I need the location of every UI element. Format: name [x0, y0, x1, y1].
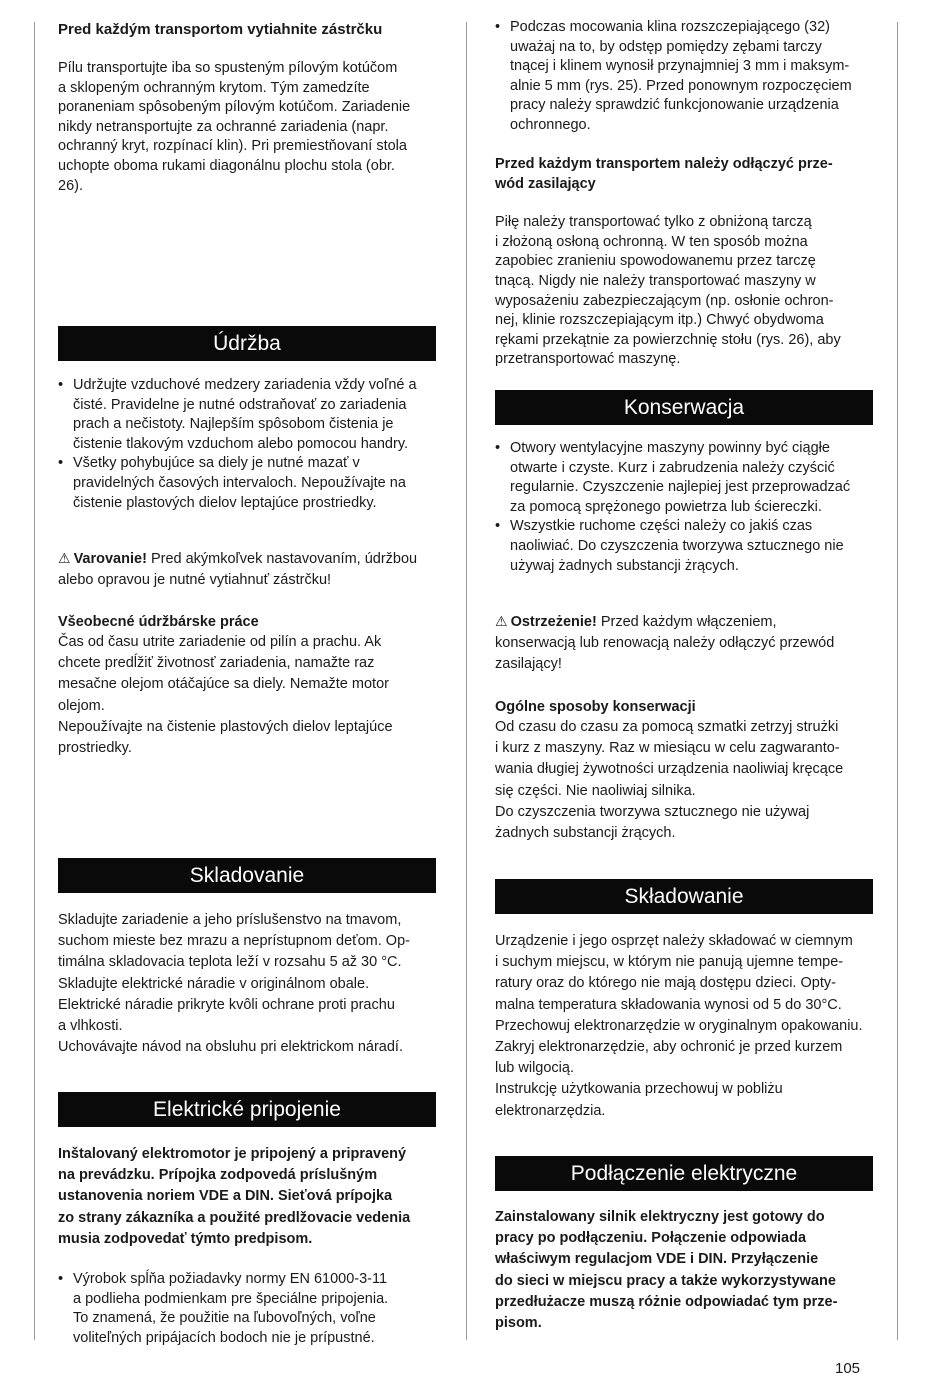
column-rule-middle	[466, 22, 467, 1340]
pl-warning-label: Ostrzeżenie!	[510, 614, 597, 630]
list-item: • Výrobok spĺňa požiadavky normy EN 61000-3-11 a podlieha podmienkam pre špeciálne pripojenia. To znamená, že použitie na ľubovoľných, voľne voliteľných pripájacích bodoch nie je prípustné.	[58, 1271, 389, 1346]
pl-maintenance-title: Konserwacja	[495, 390, 873, 425]
pl-maintenance-bullets	[495, 439, 873, 576]
warning-triangle-icon: ⚠	[495, 613, 508, 629]
sk-general-maintenance: Všeobecné údržbárske práce Čas od času utrite zariadenie od pilín a prachu. Ak chcete predĺžiť životnosť zariadenia, namažte raz mesačne olejom otáčajúce sa diely. Nemažte motor olejom. Nepoužívajte na čistenie plastových dielov leptajúce prostriedky.	[58, 612, 436, 759]
list-item: • Wszystkie ruchome części należy co jakiś czas naoliwiać. Do czyszczenia tworzywa sztucznego nie używaj żadnych substancji żrących.	[495, 518, 844, 574]
pl-transport-heading: Przed każdym transportem należy odłączyć prze-	[495, 156, 833, 172]
sk-electric-text: Inštalovaný elektromotor je pripojený a pripravený na prevádzku. Prípojka zodpovedá príslušným ustanovenia noriem VDE a DIN. Sieťová prípojka zo strany zákazníka a použité predlžovacie vedenia musia zodpovedať týmto predpisom.	[58, 1146, 411, 1247]
pl-storage-text: Urządzenie i jego osprzęt należy składować w ciemnym i suchym miejscu, w którym nie panują ujemne tempe- ratury oraz do którego nie mają dostępu dzieci. Opty- malna temperatura składowania wynosi od 5 do 30°C. Przechowuj elektronarzędzie w oryginalnym opakowaniu. Zakryj elektronarzędzie, aby ochronić je przed kurzem lub wilgocią. Instrukcję użytkowania przechowuj w pobliżu elektronarzędzia.	[495, 933, 863, 1119]
sk-storage-text: Skladujte zariadenie a jeho príslušenstvo na tmavom, suchom mieste bez mrazu a neprístupnom deťom. Op- timálna skladovacia teplota leží v rozsahu 5 až 30 °C. Skladujte elektrické náradie v originálnom obale. Elektrické náradie prikryte kvôli ochrane proti prachu a vlhkosti. Uchovávajte návod na obsluhu pri elektrickom náradí.	[58, 912, 410, 1056]
warning-triangle-icon: ⚠	[58, 550, 71, 566]
pl-general-maintenance: Ogólne sposoby konserwacji Od czasu do czasu za pomocą szmatki zetrzyj strużki i kurz z maszyny. Raz w miesiącu w celu zagwaranto- wania długiej żywotności urządzenia naoliwiaj kręcące się części. Nie naoliwiaj silnika. Do czyszczenia tworzywa sztucznego nie używaj żadnych substancji żrących.	[495, 697, 873, 844]
sk-maintenance-title: Údržba	[58, 326, 436, 361]
sk-maintenance-bullets	[58, 376, 436, 513]
column-rule-right	[897, 22, 898, 1340]
pl-transport-section: Przed każdym transportem należy odłączyć prze- wód zasilający Piłę należy transportować tylko z obniżoną tarczą i złożoną osłoną ochronną. W ten sposób można zapobiec zranieniu spowodowanemu przez tarczę tnącą. Nigdy nie należy transportować maszyny w wyposażeniu zabezpieczającym (np. osłonie ochron- nej, klinie rozszczepiającym itp.) Chwyć obydwoma rękami przekątnie za powierzchnię stołu (rys. 26), aby przetransportować maszynę.	[495, 155, 873, 370]
pl-electric-text: Zainstalowany silnik elektryczny jest gotowy do pracy po podłączeniu. Połączenie odpowiada właściwym regulacjom VDE i DIN. Przyłączenie do sieci w miejscu pracy a także wykorzystywane przedłużacze muszą różnie odpowiadać tym prze- pisom.	[495, 1209, 838, 1332]
column-rule-left	[34, 22, 35, 1340]
list-item: • Podczas mocowania klina rozszczepiającego (32) uważaj na to, by odstęp pomiędzy zębami tarczy tnącej i klinem wynosił przynajmniej 3 mm i maksym- alnie 5 mm (rys. 25). Przed ponownym rozpoczęciem pracy należy sprawdzić funkcjonowanie urządzenia ochronnego.	[495, 19, 852, 133]
pl-wedge-bullet	[495, 18, 873, 136]
sk-warning: ⚠ Varovanie! Pred akýmkoľvek nastavovaním, údržbou alebo opravou je nutné vytiahnuť zástrčku!	[58, 550, 418, 589]
page-number: 105	[835, 1360, 861, 1377]
sk-transport-heading: Pred každým transportom vytiahnite zástrčku	[58, 21, 383, 38]
list-item: • Otwory wentylacyjne maszyny powinny być ciągłe otwarte i czyste. Kurz i zabrudzenia należy czyścić regularnie. Czyszczenie najlepiej jest przeprowadzać za pomocą sprężonego powietrza lub ściereczki.	[495, 440, 851, 515]
pl-warning: ⚠ Ostrzeżenie! Przed każdym włączeniem, konserwacją lub renowacją należy odłączyć przewód zasilający!	[495, 613, 835, 673]
sk-storage-title: Skladovanie	[58, 858, 436, 893]
list-item: • Všetky pohybujúce sa diely je nutné mazať v pravidelných časových intervaloch. Nepoužívajte na čistenie plastových dielov leptajúce prostriedky.	[58, 455, 406, 511]
sk-transport-text: Pílu transportujte iba so spusteným pílovým kotúčom a sklopeným ochranným krytom. Tým zamedzíte poraneniam spôsobeným pílovým kotúčom. Zariadenie nikdy netransportujte za ochranné zariadenia (napr. ochranný kryt, rozpínací klin). Pri premiestňovaní stola uchopte oboma rukami diagonálnu plochu stola (obr. 26).	[58, 60, 411, 194]
sk-electric-bullet	[58, 1270, 436, 1348]
pl-electric-title: Podłączenie elektryczne	[495, 1156, 873, 1191]
sk-electric-title: Elektrické pripojenie	[58, 1092, 436, 1127]
pl-general-heading: Ogólne sposoby konserwacji	[495, 699, 696, 715]
sk-transport-section	[58, 20, 436, 196]
pl-storage-title: Składowanie	[495, 879, 873, 914]
sk-warning-label: Varovanie!	[73, 551, 147, 567]
list-item: • Udržujte vzduchové medzery zariadenia vždy voľné a čisté. Pravidelne je nutné odstraňovať zo zariadenia prach a nečistoty. Najlepším spôsobom čistenia je čistenie tlakovým vzduchom alebo pomocou handry.	[58, 377, 417, 452]
pl-transport-text: Piłę należy transportować tylko z obniżoną tarczą i złożoną osłoną ochronną. W ten sposób można zapobiec zranieniu spowodowanemu przez tarczę tnącą. Nigdy nie należy transportować maszyny w wyposażeniu zabezpieczającym (np. osłonie ochron- nej, klinie rozszczepiającym itp.) Chwyć obydwoma rękami przekątnie za powierzchnię stołu (rys. 26), aby przetransportować maszynę.	[495, 214, 841, 368]
sk-general-heading: Všeobecné údržbárske práce	[58, 614, 259, 630]
